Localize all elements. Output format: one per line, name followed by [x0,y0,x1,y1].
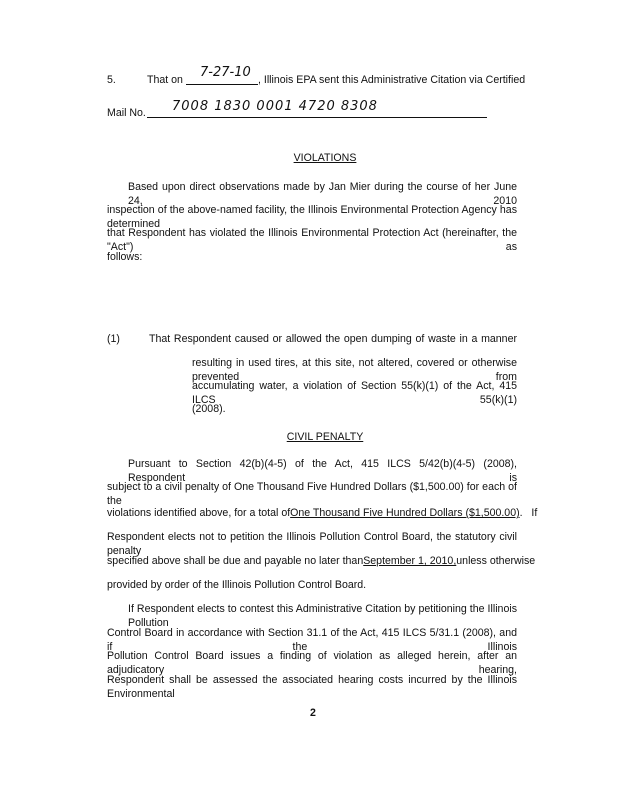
violations-heading: VIOLATIONS [293,152,357,164]
civil-penalty-heading: CIVIL PENALTY [286,431,364,443]
text: . If [519,507,538,519]
paragraph-line: Pollution Control Board issues a finding of violation as alleged herein, after an adjudicatory hearing, [107,650,517,676]
paragraph-line: provided by order of the Illinois Pollution Control Board. [107,579,367,591]
violation-line: resulting in used tires, at this site, not altered, covered or otherwise prevented from [192,357,517,383]
due-date: September 1, 2010, [363,555,457,567]
mail-label: Mail No. [107,107,146,119]
paragraph-line: Pursuant to Section 42(b)(4-5) of the Act, 415 ILCS 5/42(b)(4-5) (2008), Respondent is [128,458,517,484]
paragraph-line [107,554,536,568]
violation-line: accumulating water, a violation of Section 55(k)(1) of the Act, 415 ILCS 55(k)(1) [192,380,517,406]
violation-number: (1) [107,333,120,345]
mail-blank [147,117,487,118]
item-suffix: , Illinois EPA sent this Administrative Citation via Certified [258,74,526,86]
total-amount: One Thousand Five Hundred Dollars ($1,500.00) [290,507,520,519]
violation-line: That Respondent caused or allowed the open dumping of waste in a manner [149,333,517,345]
handwritten-date: 7-27-10 [200,65,251,80]
paragraph-line: Based upon direct observations made by Jan Mier during the course of her June 24, 2010 [128,181,517,207]
item-prefix: That on [147,74,183,86]
text: unless otherwise [456,555,536,567]
text: violations identified above, for a total of [107,507,291,519]
paragraph-line: that Respondent has violated the Illinois Environmental Protection Act (hereinafter, the "Act") as [107,227,517,253]
paragraph-line: inspection of the above-named facility, the Illinois Environmental Protection Agency has determined [107,204,517,230]
handwritten-mail-number: 7008 1830 0001 4720 8308 [172,99,378,114]
violation-line: (2008). [192,403,226,415]
paragraph-line [107,506,538,520]
paragraph-line: Respondent shall be assessed the associated hearing costs incurred by the Illinois Environmental [107,674,517,700]
item-number: 5. [107,74,116,86]
paragraph-line: follows: [107,251,143,263]
text: specified above shall be due and payable no later than [107,555,364,567]
date-blank [186,84,258,85]
page-number: 2 [310,707,316,719]
paragraph-line: subject to a civil penalty of One Thousand Five Hundred Dollars ($1,500.00) for each of the [107,481,517,507]
paragraph-line: Control Board in accordance with Section 31.1 of the Act, 415 ILCS 5/31.1 (2008), and if the Illinois [107,627,517,653]
paragraph-line: If Respondent elects to contest this Administrative Citation by petitioning the Illinois Pollution [128,603,517,629]
paragraph-line: Respondent elects not to petition the Illinois Pollution Control Board, the statutory civil penalty [107,531,517,557]
